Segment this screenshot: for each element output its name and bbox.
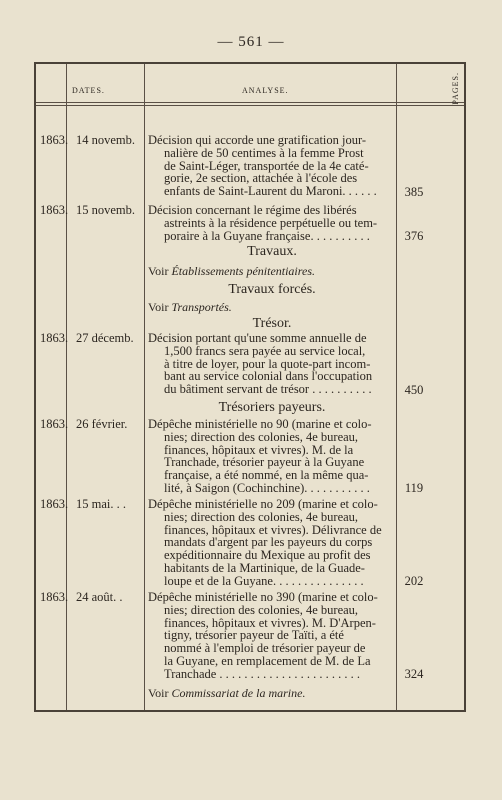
entry-page: 450 xyxy=(404,383,424,397)
see-also-travaux: Voir Établissements pénitentiaires. xyxy=(148,264,315,278)
see-also-tresoriers: Voir Commissariat de la marine. xyxy=(148,686,306,700)
entry-page: 324 xyxy=(404,667,424,681)
page-number: — 561 — xyxy=(217,34,285,50)
see-also-travaux-forces: Voir Transportés. xyxy=(148,300,232,314)
entry-analysis: Dépêche ministérielle no 90 (marine et colo- nies; direction des colonies, 4e bureau, finances, hôpitaux et vivres). M. de la Tranchade, trésorier payeur à la Guyane française, a été nommé, en la même qua- lité, à Saigon (Cochinchine). . . . . . . . . . . xyxy=(148,417,372,495)
entry-page: 376 xyxy=(404,229,424,243)
section-heading-tresoriers: Trésoriers payeurs. xyxy=(218,400,326,415)
entry-date: 27 décemb. xyxy=(76,331,134,345)
entry-analysis: Dépêche ministérielle no 390 (marine et colo- nies; direction des colonies, 4e bureau, finances, hôpitaux et vivres). M. D'Arpen- tigny, trésorier payeur de Taïti, a été nommé à l'emploi de trésorier payeur de la Guyane, en remplacement de M. de La Tranchade . . . . . . . . . . . . . . . . . . . . . . . xyxy=(148,590,378,681)
entry-year: 1863. xyxy=(40,133,69,147)
year-column-rule xyxy=(66,64,67,710)
header-rule xyxy=(36,102,464,103)
entry-year: 1863. xyxy=(40,331,69,345)
entry-year: 1863. xyxy=(40,417,69,431)
entry-date: 15 mai. . . xyxy=(76,497,126,511)
header-dates: DATES. xyxy=(72,86,105,95)
entry-date: 15 novemb. xyxy=(76,203,136,217)
entry-page: 202 xyxy=(404,574,424,588)
entry-date: 14 novemb. xyxy=(76,133,136,147)
header-pages: PAGES. xyxy=(451,72,460,105)
section-heading-travaux: Travaux. xyxy=(247,244,297,259)
header-analysis: ANALYSE. xyxy=(242,86,289,95)
entry-page: 119 xyxy=(404,481,424,495)
section-heading-tresor: Trésor. xyxy=(252,316,292,331)
entry-analysis: Décision concernant le régime des libérés astreints à la résidence perpétuelle ou tem- poraire à la Guyane française. . . . . . . . . . xyxy=(148,203,378,243)
entry-year: 1863. xyxy=(40,497,69,511)
entry-year: 1863. xyxy=(40,590,69,604)
index-table xyxy=(34,62,466,712)
entry-year: 1863. xyxy=(40,203,69,217)
date-column-rule xyxy=(144,64,145,710)
entry-date: 24 août. . xyxy=(76,590,123,604)
entry-analysis: Décision qui accorde une gratification jour- nalière de 50 centimes à la femme Prost de Saint-Léger, transportée de la 4e caté- gorie, 2e section, attachée à l'école des enfants de Saint-Laurent du Maroni. . . . . . xyxy=(148,133,377,199)
entry-analysis: Dépêche ministérielle no 209 (marine et colo- nies; direction des colonies, 4e bureau, finances, hôpitaux et vivres). Délivrance de mandats d'argent par les payeurs du corps expéditionnaire du Mexique au profit des habitants de la Martinique, de la Guade- loupe et de la Guyane. . . . . . . . . . . . . . . xyxy=(148,497,382,588)
entry-page: 385 xyxy=(404,185,424,199)
entry-date: 26 février. xyxy=(76,417,128,431)
entry-analysis: Décision portant qu'une somme annuelle de 1,500 francs sera payée au service local, à titre de loyer, pour la quote-part incom- bant au service colonial dans l'occupation du bâtiment servant de trésor . . . . . . . . . . xyxy=(148,331,373,397)
header-rule-double xyxy=(36,105,464,106)
section-heading-travaux-forces: Travaux forcés. xyxy=(228,282,316,297)
analysis-column-rule xyxy=(396,64,397,710)
